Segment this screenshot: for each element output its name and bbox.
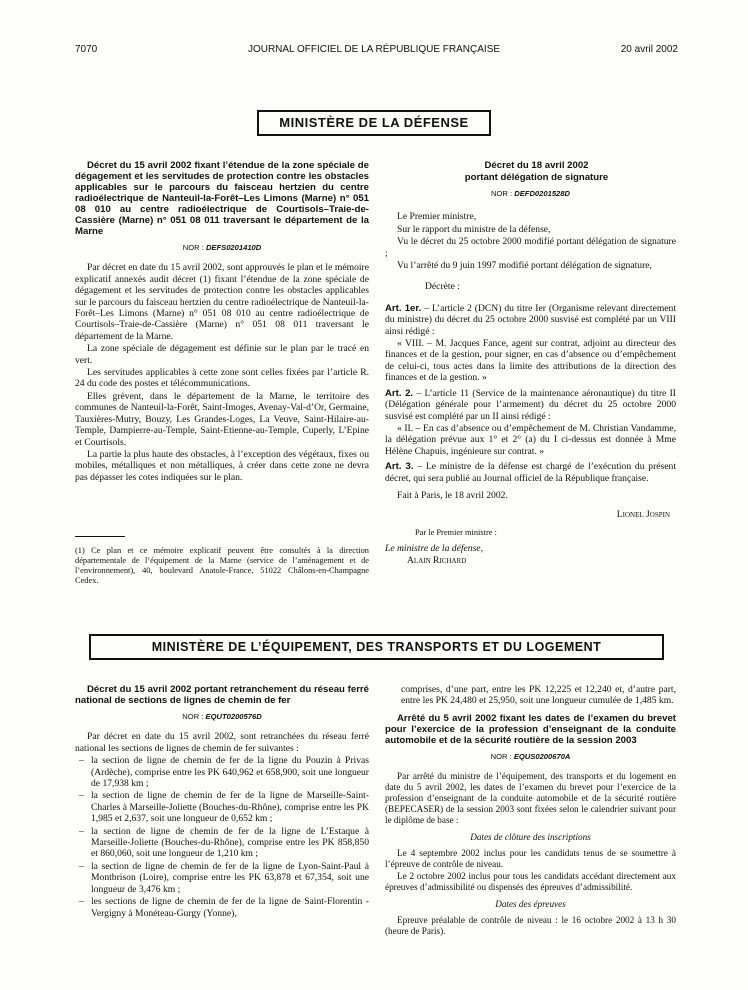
decree-delegation-signature [385, 160, 676, 566]
rail-section-list [75, 755, 369, 919]
subheading-exam-dates: Dates des épreuves [495, 899, 566, 910]
list-item: – la section de ligne de chemin de fer de la ligne de L’Estaque à Marseille-Joliette (Bouches-du-Rhône), comprise entre les PK 858,850 et 860,060, soit une longueur de 1,210 km ; [75, 826, 369, 860]
intro-paragraph: Par arrêté du ministre de l’équipement, des transports et du logement en date du 5 avril 2002, les dates de l’examen du brevet pour l’exercice de la profession d’enseignant de la conduite automobile et de la sécurité routière (BEPECASER) de la session 2003 sont fixées selon le calendrier suivant pour le diplôme de base : [385, 771, 676, 826]
subheading-closing-dates: Dates de clôture des inscriptions [470, 832, 591, 843]
done-at: Fait à Paris, le 18 avril 2002. [397, 489, 508, 501]
article-2-quote: « II. – En cas d’absence ou d’empêchement de M. Christian Vandamme, la délégation prévue aux 1° et 2° (a) du I ci-dessus est donnée à Mme Hélène Chapuis, ingénieure sur contrat. » [385, 422, 676, 457]
paragraph: Par décret en date du 15 avril 2002, sont approuvés le plan et le mémoire explicatif annexés audit décret (1) fixant l’étendue de la zone spéciale de dégagement et les servitudes de protection contre les obstacles applicables sur le parcours du faisceau hertzien du centre radioélectrique de Nanteuil-la-Forêt–Les Limons (Marne) n° 051 08 010 au centre radioélectrique de Courtisols–Traie-de-Cassière (Marne) n° 051 08 011 traversant le département de la Marne. [75, 262, 369, 342]
decree-zone-degagement [75, 160, 369, 484]
decree-title: Décret du 15 avril 2002 portant retranchement du réseau ferré national de sections de lignes de chemin de fer [75, 684, 369, 706]
list-item: – la section de ligne de chemin de fer de la ligne du Pouzin à Privas (Ardèche), comprise entre les PK 640,962 et 658,900, soit une longueur de 17,938 km ; [75, 755, 369, 789]
decree-subtitle: portant délégation de signature [464, 172, 609, 183]
intro-line: Sur le rapport du ministre de la défense, [397, 223, 551, 235]
right-column-bottom [385, 684, 676, 938]
list-item: – la section de ligne de chemin de fer de la ligne de Marseille-Saint-Charles à Marseille-Joliette (Bouches-du-Rhône), comprise entre les PK 1,985 et 2,637, soit une longueur de 0,652 km ; [75, 790, 369, 824]
signer-name: Lionel Jospin [616, 509, 670, 521]
intro-line: Vu le décret du 25 octobre 2000 modifié portant délégation de signature ; [385, 236, 676, 259]
intro-line: Le Premier ministre, [397, 211, 477, 223]
intro-paragraph: Par décret en date du 15 avril 2002, sont retranchées du réseau ferré national les sections de lignes de chemin de fer suivantes : [75, 731, 369, 754]
nor-reference: NOR : EQUT0200576D [182, 712, 262, 721]
paragraph: Epreuve préalable de contrôle de niveau : le 16 octobre 2002 à 13 h 30 (heure de Paris). [385, 915, 676, 937]
journal-title: JOURNAL OFFICIEL DE LA RÉPUBLIQUE FRANÇAISE [247, 44, 501, 55]
footnote-rule [75, 536, 125, 537]
list-item: – les sections de ligne de chemin de fer de la ligne de Saint-Florentin - Vergigny à Monéteau-Gurgy (Yonne), [75, 896, 369, 919]
paragraph: La zone spéciale de dégagement est définie sur le plan par le tracé en vert. [75, 343, 369, 366]
article-1-quote: « VIII. – M. Jacques Fance, agent sur contrat, adjoint au directeur des finances et de la gestion, pour signer, en cas d’absence ou d’empêchement de celui-ci, tous actes dans la limite des attributions de la direction des finances et de la gestion. » [385, 338, 676, 384]
paragraph: Le 4 septembre 2002 inclus pour les candidats tenus de se soumettre à l’épreuve de contrôle de niveau. [385, 848, 676, 870]
rail-list-continuation: comprises, d’une part, entre les PK 12,225 et 12,240 et, d’autre part, entre les PK 24,480 et 25,950, soit une longueur cumulée de 1,485 km. [401, 684, 676, 707]
nor-reference: NOR : DEFS0201410D [182, 243, 262, 252]
article-2: Art. 2. – L’article 11 (Service de la maintenance aéronautique) du titre II (Délégation générale pour l’armement) du décret du 25 octobre 2000 susvisé est complété par un II ainsi rédigé : [385, 387, 676, 422]
article-3: Art. 3. – Le ministre de la défense est chargé de l’exécution du présent décret, qui sera publié au Journal officiel de la République française. [385, 461, 676, 484]
paragraph: Les servitudes applicables à cette zone sont celles fixées par l’article R. 24 du code des postes et télécommunications. [75, 367, 369, 390]
article-1: Art. 1er. – L’article 2 (DCN) du titre Ier (Organisme relevant directement du ministre) du décret du 25 octobre 2000 susvisé est complété par un VIII ainsi rédigé : [385, 302, 677, 337]
minister-name: Alain Richard [407, 554, 467, 566]
minister-role: Le ministre de la défense, [385, 543, 483, 555]
ministry-equipment-heading: MINISTÈRE DE L’ÉQUIPEMENT, DES TRANSPORTS ET DU LOGEMENT [89, 634, 664, 660]
intro-line: Vu l’arrêté du 9 juin 1997 modifié portant délégation de signature, [397, 260, 652, 272]
footnote: (1) Ce plan et ce mémoire explicatif peuvent être consultés à la direction départementale de l’équipement de la Marne (service de l’aménagement et de l’environnement), 40, boulevard Anatole-France, 51022 Châlons-en-Champagne Cedex. [75, 546, 369, 585]
decree-rail-sections [75, 684, 369, 920]
by-prime-minister: Par le Premier ministre : [415, 527, 497, 537]
paragraph: Elles grèvent, dans le département de la Marne, le territoire des communes de Nanteuil-la-Forêt, Saint-Imoges, Avenay-Val-d’Or, Germaine, Tauxières-Mutry, Bouzy, Les Grandes-Loges, La Veuve, Saint-Hilaire-au-Temple, Dampierre-au-Temple, Saint-Etienne-au-Temple, Cuperly, L’Epine et Courtisols. [75, 390, 369, 448]
decree-title: Décret du 18 avril 2002 [484, 160, 589, 171]
nor-reference: NOR : EQUS0200670A [490, 751, 571, 761]
decree-title: Décret du 15 avril 2002 fixant l’étendue de la zone spéciale de dégagement et les servitudes de protection contre les obstacles applicables sur le parcours du faisceau hertzien du centre radioélectrique de Nanteuil-la-Forêt–Les Limons (Marne) n° 051 08 010 au centre radioélectrique de Courtisols–Traie-de-Cassière (Marne) n° 051 08 011 traversant le département de la Marne [75, 160, 369, 237]
nor-reference: NOR : DEFD0201528D [491, 189, 570, 198]
paragraph: La partie la plus haute des obstacles, à l’exception des végétaux, fixes ou mobiles, métalliques et non métalliques, à créer dans cette zone ne devra pas dépasser les cotes indiquées sur le plan. [75, 448, 369, 483]
decrete-line: Décrète : [425, 281, 460, 293]
decree-title: Arrêté du 5 avril 2002 fixant les dates de l’examen du brevet pour l’exercice de la profession d’enseignant de la conduite automobile et de la sécurité routière de la session 2003 [385, 712, 676, 746]
ministry-defense-heading: MINISTÈRE DE LA DÉFENSE [257, 110, 491, 136]
list-item: – la section de ligne de chemin de fer de la ligne de Lyon-Saint-Paul à Montbrison (Loire), comprise entre les PK 63,878 et 67,354, soit une longueur de 3,476 km ; [75, 861, 369, 895]
issue-date: 20 avril 2002 [620, 44, 678, 55]
paragraph: Le 2 octobre 2002 inclus pour tous les candidats accédant directement aux épreuves d’admissibilité ou dispensés des épreuves d’admissibilité. [385, 871, 676, 893]
page-number: 7070 [75, 44, 98, 55]
